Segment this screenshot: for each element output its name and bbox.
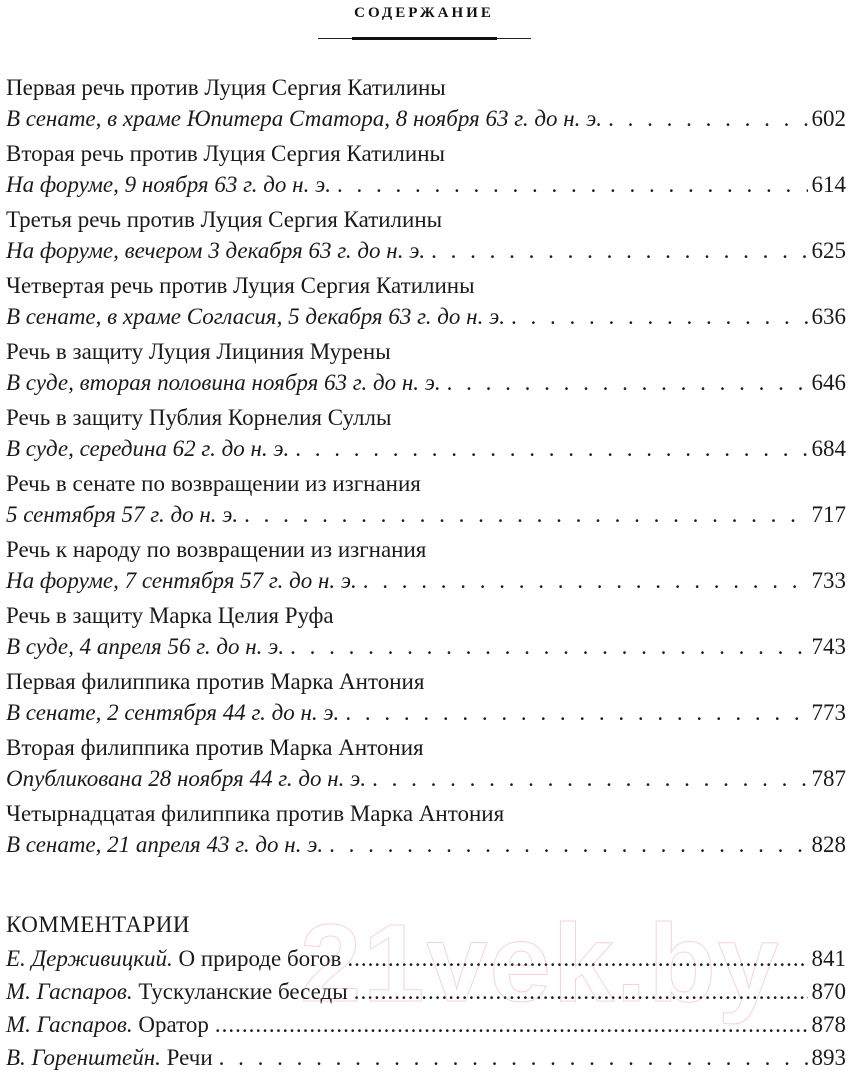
toc-entry-line	[6, 433, 846, 465]
dot-leader	[219, 1041, 808, 1074]
commentary-entry	[6, 942, 846, 975]
toc-entry-subtitle: На форуме, вечером 3 декабря 63 г. до н. э.	[6, 238, 426, 263]
page-number: 625	[811, 238, 846, 263]
toc-entry-line	[6, 763, 846, 795]
toc-entry	[6, 798, 846, 861]
toc-entry-title: Речь в защиту Луция Лициния Мурены	[6, 339, 391, 364]
toc-entry	[6, 666, 846, 729]
toc-entry-line	[6, 631, 846, 663]
commentary-title: Оратор	[138, 1012, 209, 1037]
toc-entry-subtitle: В сенате, в храме Согласия, 5 декабря 63 г. до н. э.	[6, 304, 505, 329]
dot-leader	[608, 103, 807, 135]
commentary-author: В. Горенштейн.	[6, 1045, 161, 1070]
page-number: 646	[811, 370, 846, 395]
toc-entry	[6, 138, 846, 201]
dot-leader	[354, 975, 808, 1008]
dot-leader	[290, 631, 807, 663]
dot-leader	[345, 697, 807, 729]
page-header	[0, 0, 848, 22]
dot-leader	[347, 942, 807, 975]
toc-entry-subtitle: В сенате, в храме Юпитера Статора, 8 ноября 63 г. до н. э.	[6, 106, 603, 131]
toc-entry	[6, 204, 846, 267]
commentary-author: Е. Держивицкий.	[6, 946, 173, 971]
toc-entry-title: Вторая филиппика против Марка Антония	[6, 735, 424, 760]
dot-leader	[447, 367, 808, 399]
header-rule-accent	[352, 37, 497, 40]
toc-entry-subtitle: В сенате, 2 сентября 44 г. до н. э.	[6, 700, 340, 725]
dot-leader	[511, 301, 808, 333]
toc-entry-title: Первая речь против Луция Сергия Катилины	[6, 75, 446, 100]
toc-entry-title: Третья речь против Луция Сергия Катилины	[6, 207, 443, 232]
toc-entry-title: Речь в защиту Публия Корнелия Суллы	[6, 405, 392, 430]
toc-entry	[6, 534, 846, 597]
page-number: 841	[811, 946, 846, 971]
page-number: 743	[811, 634, 846, 659]
commentary-entry	[6, 1041, 846, 1074]
toc-entry-title: Четвертая речь против Луция Сергия Катилины	[6, 273, 475, 298]
toc-entry-line	[6, 235, 846, 267]
dot-leader	[329, 829, 807, 861]
page-number: 733	[811, 568, 846, 593]
page-number: 636	[811, 304, 846, 329]
toc-entry-subtitle: Опубликована 28 ноября 44 г. до н. э.	[6, 766, 367, 791]
toc-entry-line	[6, 367, 846, 399]
dot-leader	[244, 499, 807, 531]
toc-entry-line	[6, 829, 846, 861]
page-number: 773	[811, 700, 846, 725]
toc-entry-title: Речь в сенате по возвращении из изгнания	[6, 471, 421, 496]
toc-entry-title: Речь в защиту Марка Целия Руфа	[6, 603, 334, 628]
toc-entry-subtitle: На форуме, 7 сентября 57 г. до н. э.	[6, 568, 357, 593]
toc-entry-title: Четырнадцатая филиппика против Марка Антония	[6, 801, 505, 826]
toc-entry-subtitle: В сенате, 21 апреля 43 г. до н. э.	[6, 832, 324, 857]
toc-entry	[6, 270, 846, 333]
toc-entry-line	[6, 565, 846, 597]
toc-entry-subtitle: В суде, вторая половина ноября 63 г. до н. э.	[6, 370, 441, 395]
toc-entry-line	[6, 697, 846, 729]
toc-entry	[6, 468, 846, 531]
watermark: 21vek.by	[300, 902, 781, 1025]
toc-entry	[6, 72, 846, 135]
page-number: 893	[811, 1045, 846, 1070]
toc-entry-line	[6, 301, 846, 333]
commentary-title: О природе богов	[178, 946, 342, 971]
dot-leader	[295, 433, 807, 465]
commentary-author: М. Гаспаров.	[6, 979, 133, 1004]
dot-leader	[215, 1008, 808, 1041]
page-number: 717	[811, 502, 846, 527]
toc-entry	[6, 732, 846, 795]
toc-entry-line	[6, 103, 846, 135]
toc-entry-subtitle: На форуме, 9 ноября 63 г. до н. э.	[6, 172, 331, 197]
toc-entry	[6, 600, 846, 663]
toc-entry-line	[6, 169, 846, 201]
commentary-entry	[6, 975, 846, 1008]
toc-entry-title: Речь к народу по возвращении из изгнания	[6, 537, 427, 562]
toc-entry-line	[6, 499, 846, 531]
page-number: 828	[811, 832, 846, 857]
commentary-heading: КОММЕНТАРИИ	[6, 912, 190, 937]
commentary-section	[6, 908, 846, 1074]
page-number: 870	[811, 979, 846, 1004]
toc-entry-subtitle: В суде, 4 апреля 56 г. до н. э.	[6, 634, 285, 659]
toc-entry-title: Первая филиппика против Марка Антония	[6, 669, 425, 694]
dot-leader	[337, 169, 808, 201]
toc-entry	[6, 336, 846, 399]
page-number: 787	[811, 766, 846, 791]
toc-entry-subtitle: 5 сентября 57 г. до н. э.	[6, 502, 239, 527]
toc-entry	[6, 402, 846, 465]
commentary-entry	[6, 1008, 846, 1041]
dot-leader	[372, 763, 807, 795]
commentary-title: Тускуланские беседы	[138, 979, 348, 1004]
page-number: 614	[811, 172, 846, 197]
page-number: 602	[811, 106, 846, 131]
dot-leader	[431, 235, 807, 267]
page-number: 684	[811, 436, 846, 461]
dot-leader	[363, 565, 808, 597]
commentary-title: Речи	[166, 1045, 213, 1070]
commentary-author: М. Гаспаров.	[6, 1012, 133, 1037]
page-title: СОДЕРЖАНИЕ	[354, 5, 494, 21]
toc-entry-title: Вторая речь против Луция Сергия Катилины	[6, 141, 445, 166]
toc-entry-subtitle: В суде, середина 62 г. до н. э.	[6, 436, 290, 461]
page-number: 878	[811, 1012, 846, 1037]
table-of-contents	[6, 72, 846, 864]
